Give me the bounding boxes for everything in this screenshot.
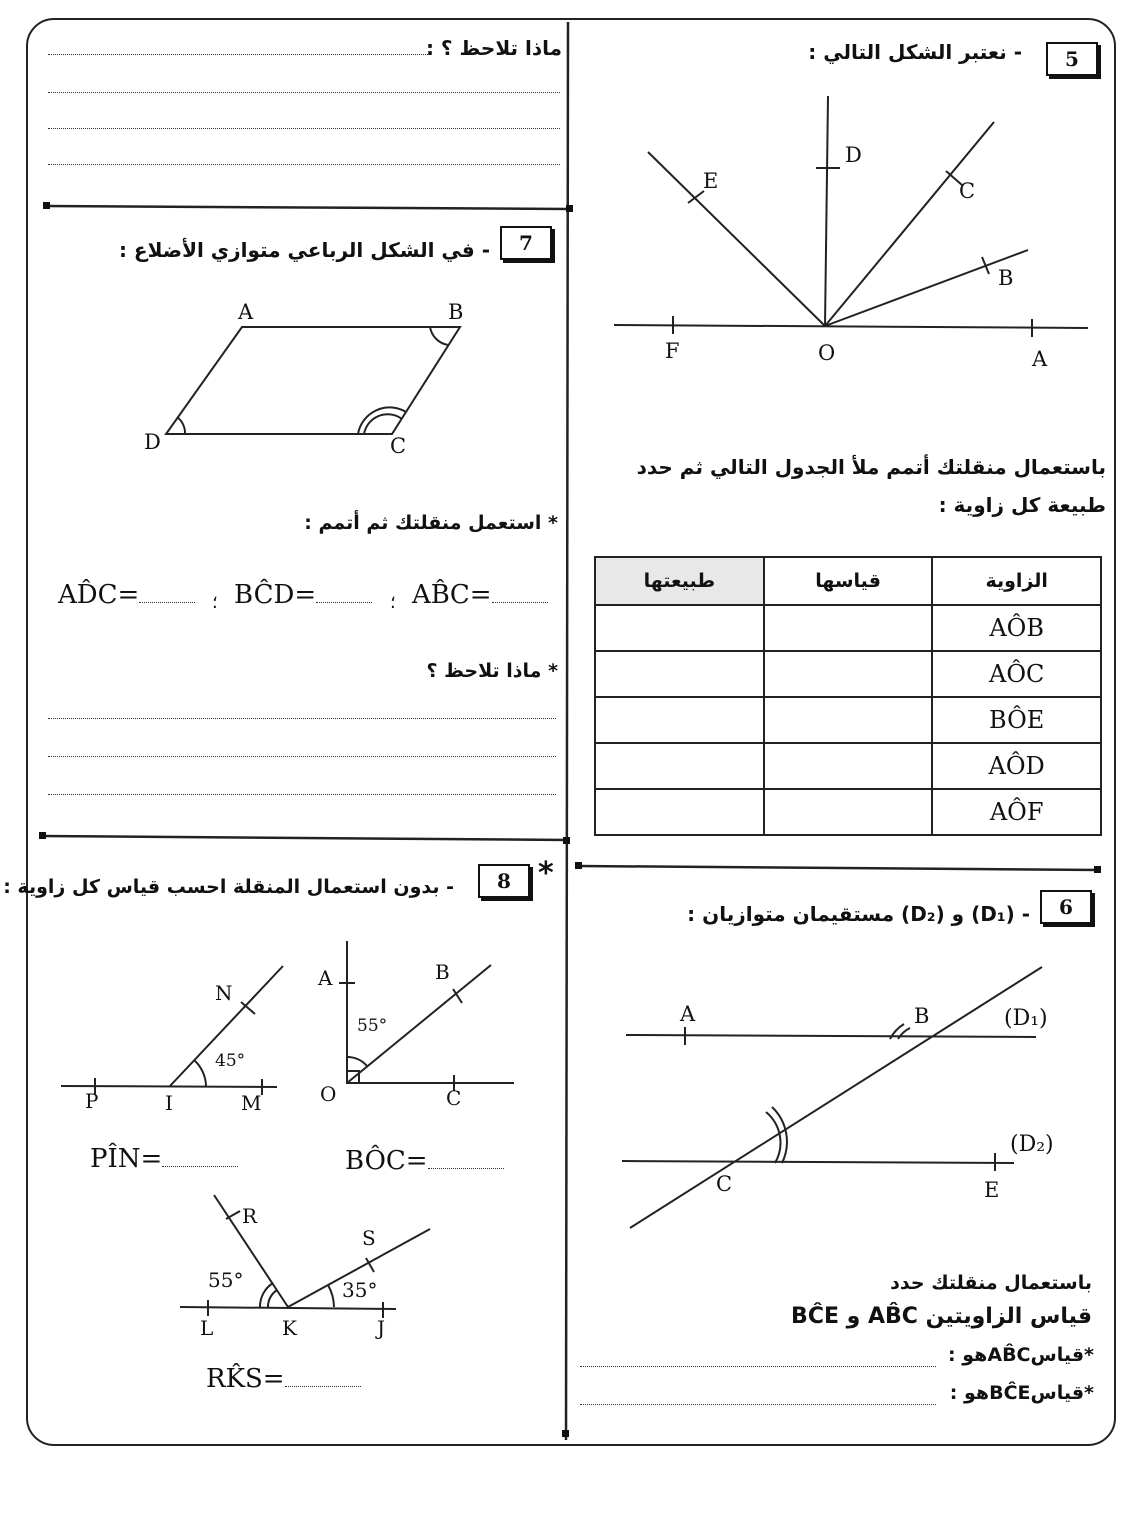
- point-a: A: [238, 300, 254, 324]
- point-a: A: [680, 1002, 696, 1026]
- ex6-answer-1-label: *قياسAB̂Cهو :: [948, 1344, 1094, 1366]
- ex6-answer-2-line[interactable]: [580, 1404, 936, 1405]
- answer-blank[interactable]: [285, 1385, 361, 1387]
- table-row: [595, 697, 1101, 743]
- ex7-number-box: 7: [500, 226, 552, 260]
- answer-line[interactable]: [48, 794, 556, 795]
- point-s: S: [362, 1226, 376, 1250]
- line-fa: [614, 325, 1088, 328]
- ex6-figure: [610, 955, 1090, 1235]
- angle-cell: AÔF: [932, 789, 1101, 835]
- point-o: O: [818, 341, 836, 365]
- table-row: [595, 605, 1101, 651]
- answer-line[interactable]: [48, 718, 556, 719]
- answer-line[interactable]: [48, 54, 428, 55]
- ex7-question: * ماذا تلاحظ ؟: [426, 660, 558, 682]
- table-row: [595, 743, 1101, 789]
- ex8-figure-2: [310, 935, 530, 1115]
- table-row: [595, 651, 1101, 697]
- point-j: J: [377, 1316, 386, 1340]
- ray-od: [825, 96, 828, 326]
- ex8-figure-1: [55, 960, 285, 1120]
- ex6-instruction-2: قياس الزاويتين AB̂C و BĈE: [791, 1304, 1092, 1329]
- header-measure: قياسها: [764, 557, 933, 605]
- separator: ؛: [212, 592, 218, 613]
- answer-line[interactable]: [48, 128, 560, 129]
- line-pm: [61, 1086, 277, 1087]
- point-e: E: [984, 1178, 1000, 1202]
- ex5-number-box: 5: [1046, 42, 1098, 76]
- nature-cell[interactable]: [595, 605, 764, 651]
- ex8-figure-3: [170, 1185, 440, 1345]
- measure-cell[interactable]: [764, 743, 933, 789]
- point-c: C: [390, 434, 407, 458]
- point-o: O: [320, 1082, 337, 1106]
- header-nature: طبيعتها: [595, 557, 764, 605]
- ex5-instruction: باستعمال منقلتك أتمم ملأ الجدول التالي ثم حدد طبيعة كل زاوية :: [636, 455, 1106, 517]
- ex6-answer-1-line[interactable]: [580, 1366, 936, 1367]
- ex6-answer-2-label: *قياسBĈEهو :: [949, 1382, 1094, 1404]
- angle-cell: AÔD: [932, 743, 1101, 789]
- ex6-number-box: 6: [1040, 890, 1092, 924]
- angle-label-55: 55°: [357, 1016, 388, 1036]
- ex8-eq-rks: RK̂S=: [206, 1364, 361, 1394]
- separator: ؛: [390, 592, 396, 613]
- point-d: D: [144, 430, 161, 454]
- ex7-title: - في الشكل الرباعي متوازي الأضلاع :: [118, 238, 490, 262]
- ex8-number-box: 8: [478, 864, 530, 898]
- point-e: E: [703, 169, 719, 193]
- answer-line[interactable]: [48, 164, 560, 165]
- answer-blank[interactable]: [316, 601, 372, 603]
- point-r: R: [242, 1204, 258, 1228]
- angle-label-35: 35°: [342, 1278, 378, 1302]
- answer-blank[interactable]: [139, 601, 195, 603]
- ex7-parallelogram-figure: [130, 295, 490, 465]
- point-n: N: [215, 981, 233, 1005]
- angle-label-55: 55°: [208, 1268, 244, 1292]
- point-m: M: [241, 1091, 262, 1115]
- ex8-eq-pin: PÎN=: [90, 1144, 238, 1174]
- answer-blank[interactable]: [428, 1167, 504, 1169]
- point-i: I: [165, 1091, 173, 1115]
- ex8-eq-boc: BÔC=: [345, 1146, 504, 1176]
- point-b: B: [448, 300, 464, 324]
- ex5-figure: [600, 90, 1100, 380]
- nature-cell[interactable]: [595, 743, 764, 789]
- ex8-title: - بدون استعمال المنقلة احسب قياس كل زاوية :: [3, 876, 454, 898]
- answer-line[interactable]: [48, 756, 556, 757]
- line-label-d1: (D₁): [1004, 1006, 1048, 1031]
- ex7-eq-bcd: BĈD=: [234, 580, 372, 610]
- ex5-title: - نعتبر الشكل التالي :: [808, 40, 1022, 64]
- point-a: A: [1032, 347, 1048, 371]
- table-row: [595, 789, 1101, 835]
- line-d1: [626, 1035, 1036, 1037]
- measure-cell[interactable]: [764, 697, 933, 743]
- point-l: L: [200, 1316, 214, 1340]
- answer-blank[interactable]: [492, 601, 548, 603]
- measure-cell[interactable]: [764, 789, 933, 835]
- ex8-star: *: [538, 856, 554, 891]
- angle-cell: AÔC: [932, 651, 1101, 697]
- point-d: D: [845, 143, 862, 167]
- point-p: P: [85, 1089, 99, 1113]
- ex7-eq-adc: AD̂C=: [58, 580, 195, 610]
- ex7-eq-abc: AB̂C=: [412, 580, 548, 610]
- point-k: K: [282, 1316, 297, 1340]
- parallelogram: [166, 327, 460, 434]
- angle-cell: AÔB: [932, 605, 1101, 651]
- top-left-question: ماذا تلاحظ ؟ :: [425, 36, 562, 60]
- nature-cell[interactable]: [595, 651, 764, 697]
- point-c: C: [446, 1086, 462, 1110]
- ex6-instruction-1: باستعمال منقلتك حدد: [890, 1272, 1092, 1294]
- point-c: C: [959, 179, 976, 203]
- line-lj: [180, 1307, 396, 1309]
- point-b: B: [914, 1004, 930, 1028]
- ray-oe: [648, 152, 825, 326]
- angle-label-45: 45°: [215, 1051, 246, 1071]
- line-d2: [622, 1161, 1014, 1163]
- point-b: B: [998, 266, 1014, 290]
- ex5-angle-table: [594, 556, 1102, 836]
- point-a: A: [318, 966, 333, 990]
- ex6-title: - (D₁) و (D₂) مستقيمان متوازيان :: [687, 902, 1030, 926]
- nature-cell[interactable]: [595, 697, 764, 743]
- answer-line[interactable]: [48, 92, 560, 93]
- measure-cell[interactable]: [764, 651, 933, 697]
- angle-cell: BÔE: [932, 697, 1101, 743]
- measure-cell[interactable]: [764, 605, 933, 651]
- header-angle: الزاوية: [932, 557, 1101, 605]
- line-label-d2: (D₂): [1010, 1132, 1054, 1157]
- point-b: B: [435, 960, 450, 984]
- point-c: C: [716, 1172, 733, 1196]
- ex7-instruction: * استعمل منقلتك ثم أتمم :: [304, 512, 558, 534]
- point-f: F: [665, 339, 680, 363]
- nature-cell[interactable]: [595, 789, 764, 835]
- answer-blank[interactable]: [162, 1165, 238, 1167]
